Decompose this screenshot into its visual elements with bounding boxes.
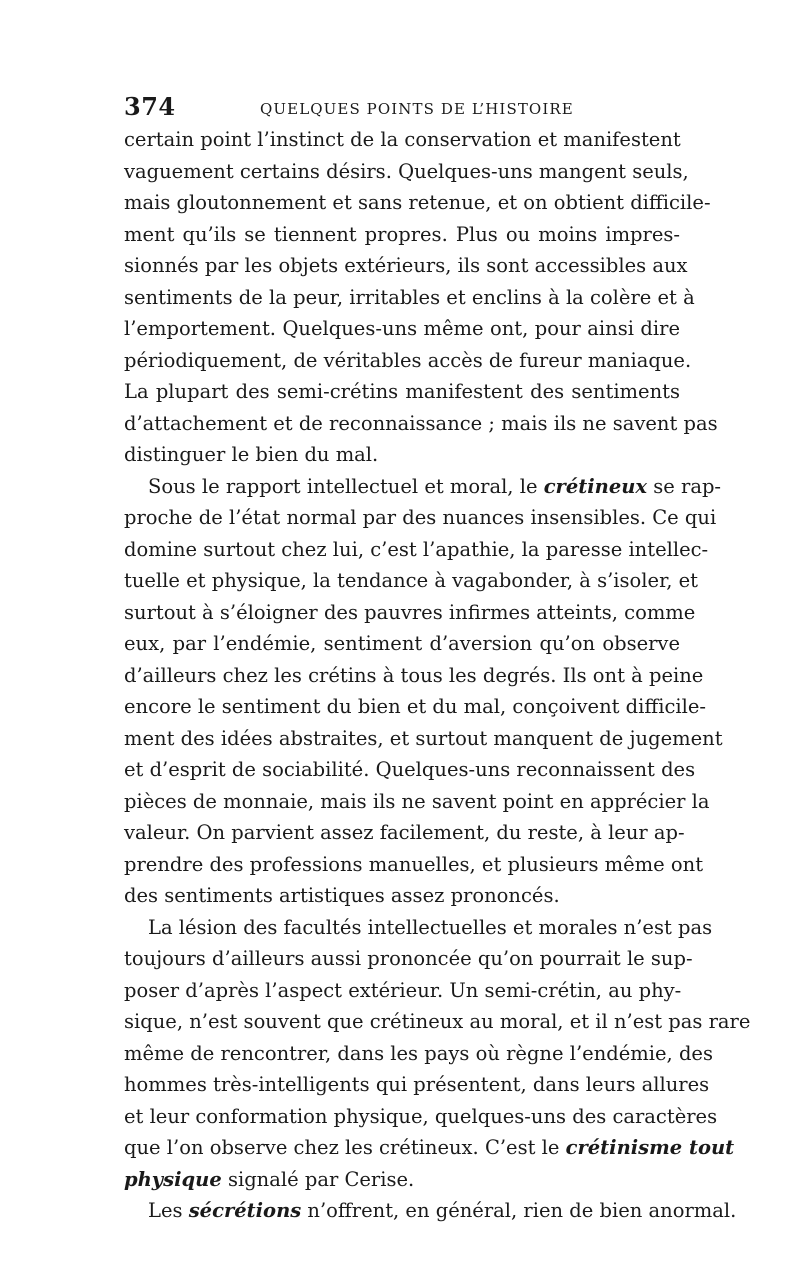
text-segment: eux, par l’endémie, sentiment d’aversion qu’on observe xyxy=(124,632,680,655)
text-segment: mais gloutonnement et sans retenue, et on obtient difficile- xyxy=(124,191,711,214)
text-line xyxy=(124,219,680,251)
text-line xyxy=(124,597,696,629)
text-segment: ment qu’ils se tiennent propres. Plus ou moins impres- xyxy=(124,222,680,246)
text-segment: distinguer le bien du mal. xyxy=(124,443,379,466)
text-segment: signalé par Cerise. xyxy=(221,1167,415,1191)
text-segment: toujours d’ailleurs aussi prononcée qu’on pourrait le sup- xyxy=(124,947,693,970)
italic-term: crétinisme tout xyxy=(565,1136,735,1159)
text-segment: La lésion des facultés intellectuelles et morales n’est pas xyxy=(148,915,713,939)
text-line xyxy=(124,376,680,408)
text-line xyxy=(124,439,680,471)
text-segment: périodiquement, de véritables accès de fureur maniaque. xyxy=(124,348,692,372)
text-segment: Les xyxy=(148,1199,189,1222)
text-segment: même de rencontrer, dans les pays où règne l’endémie, des xyxy=(124,1041,713,1065)
page-number: 374 xyxy=(124,92,176,121)
text-segment: surtout à s’éloigner des pauvres infirmes atteints, comme xyxy=(124,600,696,624)
text-segment: proche de l’état normal par des nuances insensibles. Ce qui xyxy=(124,506,717,529)
text-line xyxy=(124,786,710,818)
text-line xyxy=(124,471,722,503)
text-line xyxy=(124,282,695,314)
italic-term: physique xyxy=(124,1167,222,1191)
text-line xyxy=(124,628,680,660)
body-text xyxy=(124,124,751,1227)
text-line xyxy=(124,912,713,944)
text-segment: pièces de monnaie, mais ils ne savent point en apprécier la xyxy=(124,789,710,813)
text-segment: n’offrent, en général, rien de bien anormal. xyxy=(301,1199,737,1222)
text-line xyxy=(124,817,685,849)
text-segment: des sentiments artistiques assez prononcés. xyxy=(124,884,560,907)
text-line xyxy=(124,1006,751,1038)
text-line xyxy=(124,565,699,597)
text-segment: vaguement certains désirs. Quelques-uns mangent seuls, xyxy=(124,159,689,183)
text-line xyxy=(124,660,704,692)
text-segment: sique, n’est souvent que crétineux au moral, et il n’est pas rare xyxy=(124,1010,751,1033)
text-segment: certain point l’instinct de la conservation et manifestent xyxy=(124,128,681,151)
text-line xyxy=(124,1038,713,1070)
text-line xyxy=(124,345,692,377)
text-line xyxy=(124,408,718,440)
text-segment: prendre des professions manuelles, et plusieurs même ont xyxy=(124,852,704,876)
text-line xyxy=(124,723,723,755)
text-line xyxy=(124,534,709,566)
text-line xyxy=(124,880,680,912)
text-line xyxy=(124,754,696,786)
text-line xyxy=(124,1101,718,1133)
text-line xyxy=(124,943,693,975)
text-segment: encore le sentiment du bien et du mal, conçoivent difficile- xyxy=(124,695,707,718)
running-head xyxy=(124,92,680,122)
running-title: QUELQUES POINTS DE L’HISTOIRE xyxy=(260,100,574,118)
text-line xyxy=(124,187,711,219)
text-line xyxy=(124,849,704,881)
text-line xyxy=(124,1132,735,1164)
text-segment: ment des idées abstraites, et surtout manquent de jugement xyxy=(124,726,723,750)
text-line xyxy=(124,1164,680,1196)
text-line xyxy=(124,502,717,534)
text-segment: poser d’après l’aspect extérieur. Un semi-crétin, au phy- xyxy=(124,978,682,1002)
text-segment: sionnés par les objets extérieurs, ils sont accessibles aux xyxy=(124,254,688,277)
text-segment: valeur. On parvient assez facilement, du reste, à leur ap- xyxy=(124,821,685,844)
italic-term: crétineux xyxy=(543,474,648,498)
text-line xyxy=(124,124,680,156)
text-segment: hommes très-intelligents qui présentent, dans leurs allures xyxy=(124,1073,710,1096)
text-segment: domine surtout chez lui, c’est l’apathie, la paresse intellec- xyxy=(124,537,709,561)
text-segment: et d’esprit de sociabilité. Quelques-uns reconnaissent des xyxy=(124,758,696,781)
text-segment: d’ailleurs chez les crétins à tous les degrés. Ils ont à peine xyxy=(124,663,704,687)
text-line xyxy=(124,975,680,1007)
text-segment: et leur conformation physique, quelques-uns des caractères xyxy=(124,1104,718,1128)
text-segment: La plupart des semi-crétins manifestent des sentiments xyxy=(124,380,680,403)
text-segment: sentiments de la peur, irritables et enclins à la colère et à xyxy=(124,285,695,309)
text-segment: l’emportement. Quelques-uns même ont, pour ainsi dire xyxy=(124,317,680,340)
text-segment: se rap- xyxy=(647,474,722,498)
text-segment: Sous le rapport intellectuel et moral, le xyxy=(148,474,544,498)
text-segment: tuelle et physique, la tendance à vagabonder, à s’isoler, et xyxy=(124,569,699,592)
text-segment: d’attachement et de reconnaissance ; mais ils ne savent pas xyxy=(124,411,718,435)
text-line xyxy=(124,156,689,188)
text-line xyxy=(124,1195,737,1227)
italic-term: sécrétions xyxy=(188,1199,302,1222)
text-segment: que l’on observe chez les crétineux. C’est le xyxy=(124,1136,566,1159)
text-line xyxy=(124,1069,710,1101)
text-line xyxy=(124,250,688,282)
text-line xyxy=(124,691,707,723)
text-line xyxy=(124,313,680,345)
